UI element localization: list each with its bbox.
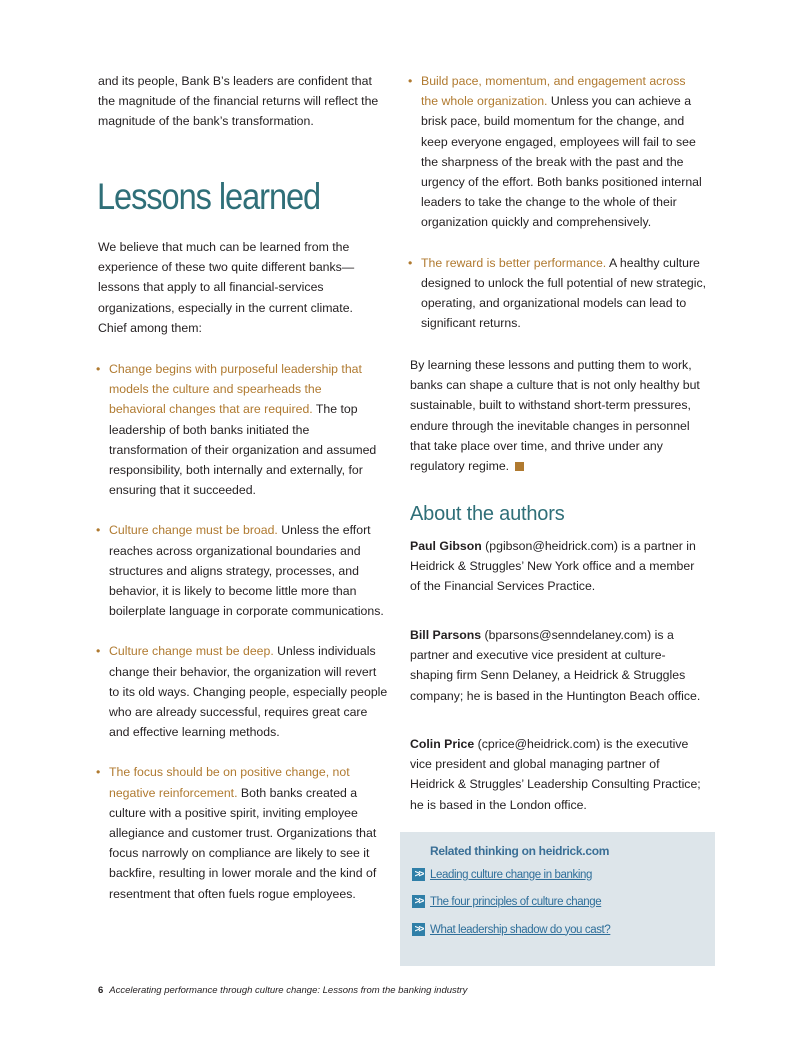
bullet-dot: • <box>96 523 101 538</box>
lesson-item <box>98 520 389 621</box>
author-name: Bill Parsons <box>410 628 482 642</box>
lesson-lead: Build pace, momentum, and engagement across the whole organization. <box>421 74 686 109</box>
author-bill-parsons <box>410 625 702 706</box>
lesson-item <box>410 253 711 334</box>
lesson-text: A healthy culture designed to unlock the full potential of new strategic, operating, and organizational models can lead to significant returns. <box>421 255 707 331</box>
authors-heading: About the authors <box>410 503 565 525</box>
lesson-text: Unless the effort reaches across organizational boundaries and structures and aligns strategy, processes, and behavior, it is likely to become little more than boilerplate language in corporate communications. <box>109 523 384 619</box>
lesson-item <box>98 359 381 500</box>
closing-paragraph <box>410 355 704 476</box>
lesson-lead: The focus should be on positive change, not negative reinforcement. <box>109 765 350 800</box>
lessons-intro: We believe that much can be learned from the experience of these two quite different banks—lessons that apply to all financial-services organizations, especially in the current climate. Chief among them: <box>98 240 355 335</box>
bullet-dot: • <box>96 362 101 376</box>
lesson-text: Both banks created a culture with a positive spirit, inviting employee allegiance and customer trust. Organizations that focus narrowly on compliance are likely to see it backfire, resulting in lower morale and the kind of resentment that often fuels rogue employees. <box>109 785 377 901</box>
related-title: Related thinking on heidrick.com <box>430 844 610 858</box>
page-number: 6 <box>98 985 104 996</box>
bullet-dot: • <box>408 74 413 88</box>
lesson-item <box>410 71 702 233</box>
lesson-item <box>98 641 389 742</box>
lesson-lead: Change begins with purposeful leadership that models the culture and spearheads the behavioral changes that are required. <box>109 362 362 417</box>
page-footer <box>98 985 467 996</box>
bullet-dot: • <box>408 255 413 270</box>
related-thinking-box <box>400 832 715 966</box>
author-bio: (pgibson@heidrick.com) is a partner in Heidrick & Struggles’ New York office and a member of the Financial Services Practice. <box>410 539 696 594</box>
lesson-text: Unless you can achieve a brisk pace, build momentum for the change, and keep everyone engaged, employees will fail to see the sharpness of the break with the past and the urgency of the effort. Both banks positioned internal leaders to take the change to the whole of their organization quickly and comprehensively. <box>421 94 702 230</box>
intro-paragraph: and its people, Bank B’s leaders are confident that the magnitude of the financial returns will reflect the magnitude of the bank’s transformation. <box>98 74 379 129</box>
related-link-text[interactable]: What leadership shadow do you cast? <box>430 923 611 936</box>
double-chevron-icon: >> <box>412 868 425 881</box>
footer-title: Accelerating performance through culture change: Lessons from the banking industry <box>109 985 468 996</box>
lesson-lead: Culture change must be deep. <box>109 644 274 659</box>
closing-text: By learning these lessons and putting them to work, banks can shape a culture that is not only healthy but sustainable, built to withstand short-term pressures, endure through the inevitable changes in personnel that take place over time, and thrive under any regulatory regime. <box>410 358 700 474</box>
related-link-3[interactable] <box>412 923 610 936</box>
bullet-dot: • <box>96 644 101 659</box>
lessons-list-right <box>408 71 707 333</box>
double-chevron-icon: >> <box>412 895 425 908</box>
lesson-lead: Culture change must be broad. <box>109 523 278 538</box>
lesson-lead: The reward is better performance. <box>421 255 607 270</box>
related-link-2[interactable] <box>412 895 601 908</box>
lesson-text: The top leadership of both banks initiated the transformation of their organization and assumed responsibility, both internally and externally, for ensuring that it succeeded. <box>109 402 377 498</box>
bullet-dot: • <box>96 765 101 780</box>
lessons-list-left <box>98 359 388 904</box>
lesson-item <box>98 762 385 903</box>
author-paul-gibson <box>410 536 700 597</box>
author-name: Colin Price <box>410 737 475 751</box>
lesson-text: Unless individuals change their behavior, the organization will revert to its old ways. Changing people, especially people who are already successful, requires great care and effective learning methods. <box>109 644 388 740</box>
author-name: Paul Gibson <box>410 539 482 553</box>
author-colin-price <box>410 734 702 815</box>
lessons-heading: Lessons learned <box>97 176 321 217</box>
double-chevron-icon: >> <box>412 923 425 936</box>
related-link-1[interactable] <box>412 868 592 881</box>
author-bio: (bparsons@senndelaney.com) is a partner and executive vice president at culture-shaping firm Senn Delaney, a Heidrick & Struggles company; he is based in the Huntington Beach office. <box>410 628 701 703</box>
author-bio: (cprice@heidrick.com) is the executive vice president and global managing partner of Heidrick & Struggles’ Leadership Consulting Practice; he is based in the London office. <box>410 737 701 812</box>
related-link-text[interactable]: Leading culture change in banking <box>430 868 592 881</box>
end-mark-icon <box>515 462 524 471</box>
related-link-text[interactable]: The four principles of culture change <box>430 895 602 908</box>
